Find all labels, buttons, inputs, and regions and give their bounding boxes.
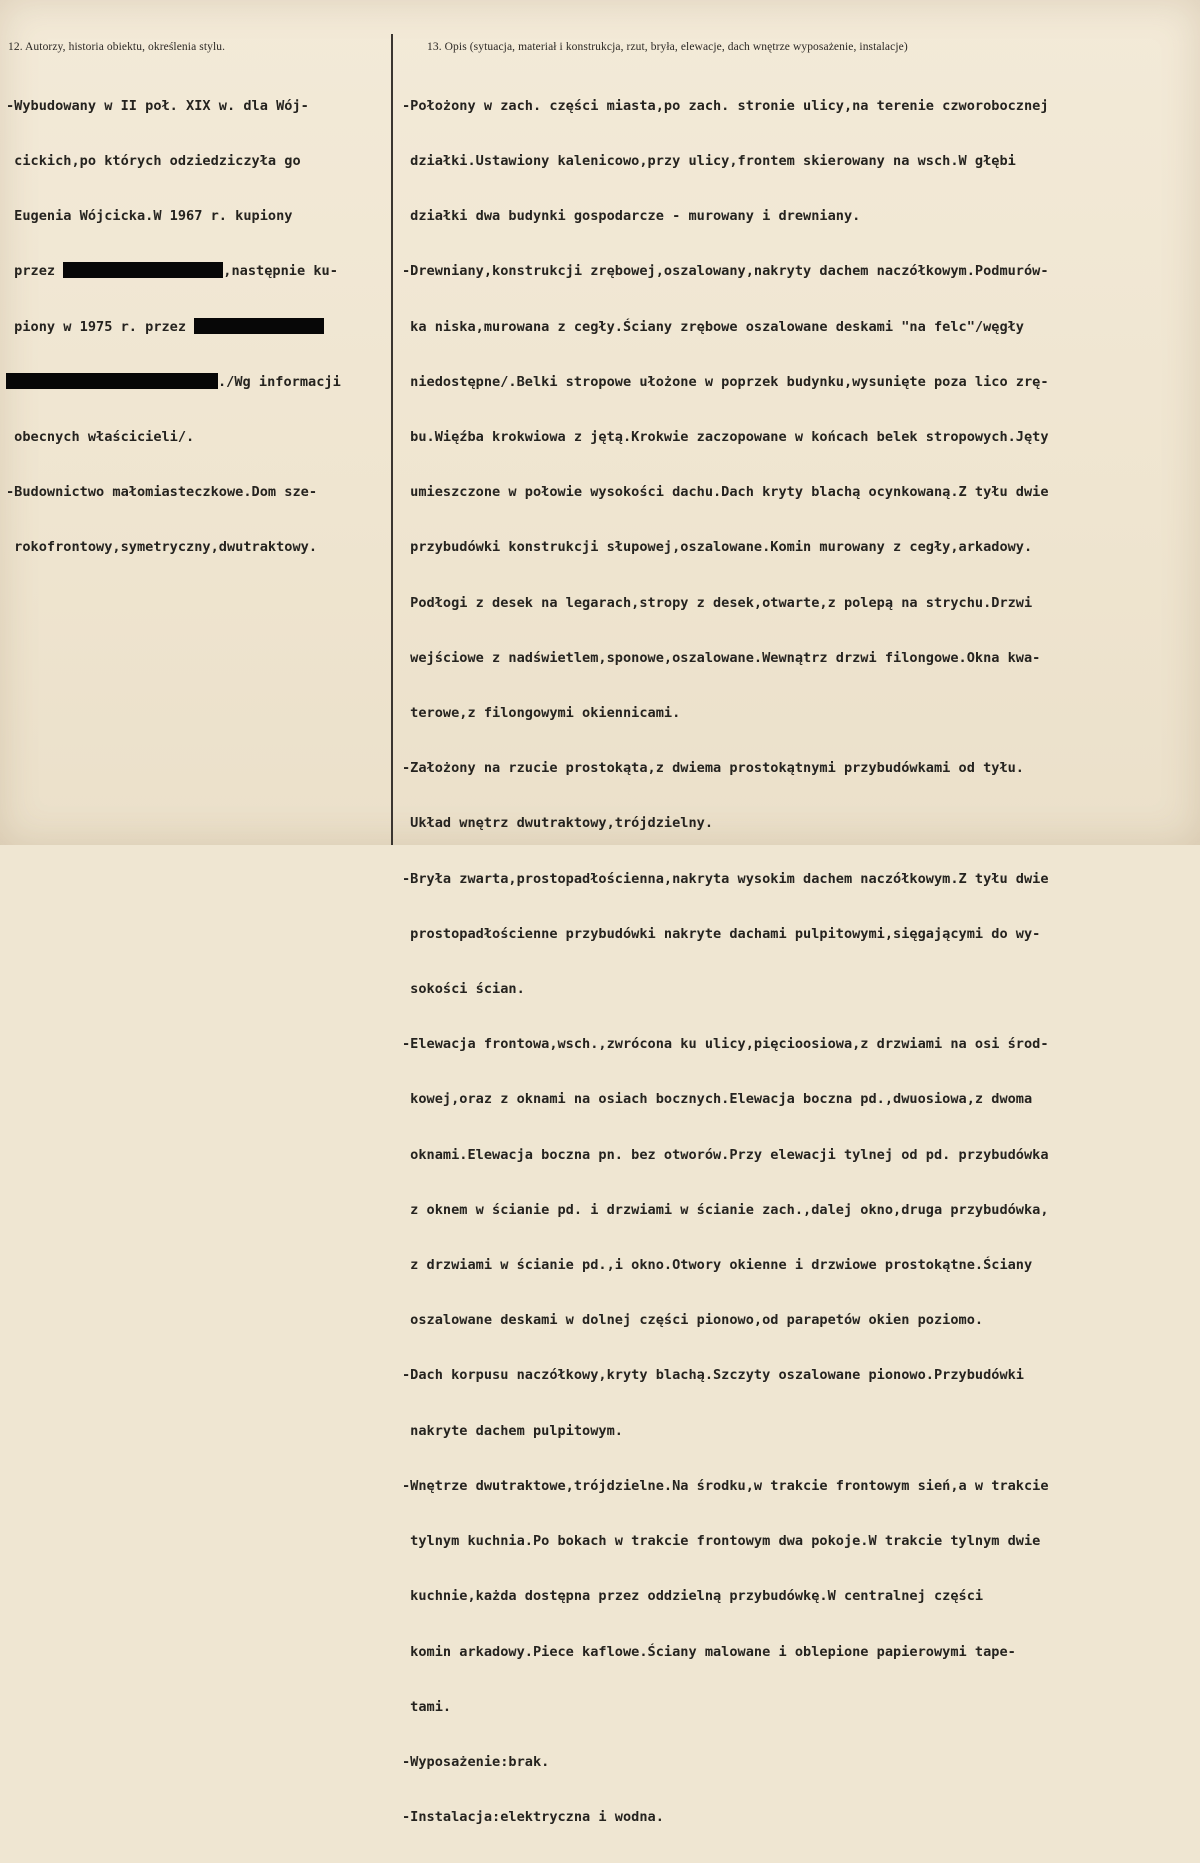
column-divider [391, 34, 393, 845]
right-line: tylnym kuchnia.Po bokach w trakcie frontowym dwa pokoje.W trakcie tylnym dwie [402, 1533, 1041, 1550]
right-line: nakryte dachem pulpitowym. [402, 1422, 623, 1439]
right-line: komin arkadowy.Piece kaflowe.Ściany malowane i oblepione papierowymi tape- [402, 1643, 1016, 1660]
right-line: oknami.Elewacja boczna pn. bez otworów.Przy elewacji tylnej od pd. przybudówka [402, 1146, 1049, 1163]
section-12-text [6, 60, 388, 594]
left-line [6, 262, 388, 280]
redaction-box [63, 262, 223, 278]
right-line: -Położony w zach. części miasta,po zach. stronie ulicy,na terenie czworobocznej [402, 97, 1049, 114]
right-line: bu.Więźba krokwiowa z jętą.Krokwie zaczopowane w końcach belek stropowych.Jęty [402, 429, 1049, 446]
right-line: terowe,z filongowymi okiennicami. [402, 705, 681, 722]
left-line: obecnych właścicieli/. [6, 429, 195, 446]
right-line: -Instalacja:elektryczna i wodna. [402, 1809, 664, 1826]
left-line-text: piony w 1975 r. przez [6, 318, 187, 335]
left-line: -Wybudowany w II poł. XIX w. dla Wój- [6, 97, 309, 114]
section-13-text [402, 60, 1192, 1863]
right-line: umieszczone w połowie wysokości dachu.Dach kryty blachą ocynkowaną.Z tyłu dwie [402, 484, 1049, 501]
right-line: -Wyposażenie:brak. [402, 1753, 550, 1770]
left-line: -Budownictwo małomiasteczkowe.Dom sze- [6, 484, 317, 501]
left-line-prefix: przez [6, 263, 64, 280]
right-line: działki.Ustawiony kalenicowo,przy ulicy,frontem skierowany na wsch.W głębi [402, 153, 1016, 170]
right-line: sokości ścian. [402, 981, 525, 998]
right-line: kowej,oraz z oknami na osiach bocznych.Elewacja boczna pd.,dwuosiowa,z dwoma [402, 1091, 1033, 1108]
right-line: -Założony na rzucie prostokąta,z dwiema prostokątnymi przybudówkami od tyłu. [402, 760, 1024, 777]
right-line: kuchnie,każda dostępna przez oddzielną przybudówkę.W centralnej części [402, 1588, 984, 1605]
right-line: Podłogi z desek na legarach,stropy z desek,otwarte,z polepą na strychu.Drzwi [402, 594, 1033, 611]
right-line: prostopadłościenne przybudówki nakryte dachami pulpitowymi,sięgającymi do wy- [402, 925, 1041, 942]
left-line: rokofrontowy,symetryczny,dwutraktowy. [6, 539, 317, 556]
left-line-suffix: ./Wg informacji [218, 373, 341, 390]
left-line [6, 318, 388, 336]
section-12-header: 12. Autorzy, historia obiektu, określenia stylu. [8, 41, 226, 53]
right-line: niedostępne/.Belki stropowe ułożone w poprzek budynku,wysunięte poza lico zrę- [402, 373, 1049, 390]
right-line: wejściowe z nadświetlem,sponowe,oszalowane.Wewnątrz drzwi filongowe.Okna kwa- [402, 649, 1041, 666]
right-line: przybudówki konstrukcji słupowej,oszalowane.Komin murowany z cegły,arkadowy. [402, 539, 1033, 556]
right-line: z oknem w ścianie pd. i drzwiami w ścianie zach.,dalej okno,druga przybudówka, [402, 1201, 1049, 1218]
right-line: -Wnętrze dwutraktowe,trójdzielne.Na środku,w trakcie frontowym sień,a w trakcie [402, 1477, 1049, 1494]
right-line: -Elewacja frontowa,wsch.,zwrócona ku ulicy,pięcioosiowa,z drzwiami na osi środ- [402, 1036, 1049, 1053]
left-line: Eugenia Wójcicka.W 1967 r. kupiony [6, 208, 293, 225]
left-line [6, 373, 388, 391]
right-line: Układ wnętrz dwutraktowy,trójdzielny. [402, 815, 713, 832]
section-13-header: 13. Opis (sytuacja, materiał i konstrukcja, rzut, bryła, elewacje, dach wnętrze wyposażenie, instalacje) [427, 41, 908, 53]
redaction-box [6, 373, 218, 389]
right-line: działki dwa budynki gospodarcze - murowany i drewniany. [402, 208, 861, 225]
right-line: tami. [402, 1698, 452, 1715]
right-line: -Drewniany,konstrukcji zrębowej,oszalowany,nakryty dachem naczółkowym.Podmurów- [402, 263, 1049, 280]
right-line: z drzwiami w ścianie pd.,i okno.Otwory okienne i drzwiowe prostokątne.Ściany [402, 1257, 1033, 1274]
right-line: -Dach korpusu naczółkowy,kryty blachą.Szczyty oszalowane pionowo.Przybudówki [402, 1367, 1024, 1384]
left-line: cickich,po których odziedziczyła go [6, 153, 301, 170]
redaction-box [194, 318, 324, 334]
left-line-suffix: ,następnie ku- [223, 263, 338, 280]
right-line: ka niska,murowana z cegły.Ściany zrębowe oszalowane deskami "na felc"/węgły [402, 318, 1024, 335]
right-line: -Bryła zwarta,prostopadłościenna,nakryta wysokim dachem naczółkowym.Z tyłu dwie [402, 870, 1049, 887]
right-line: oszalowane deskami w dolnej części pionowo,od parapetów okien poziomo. [402, 1312, 984, 1329]
